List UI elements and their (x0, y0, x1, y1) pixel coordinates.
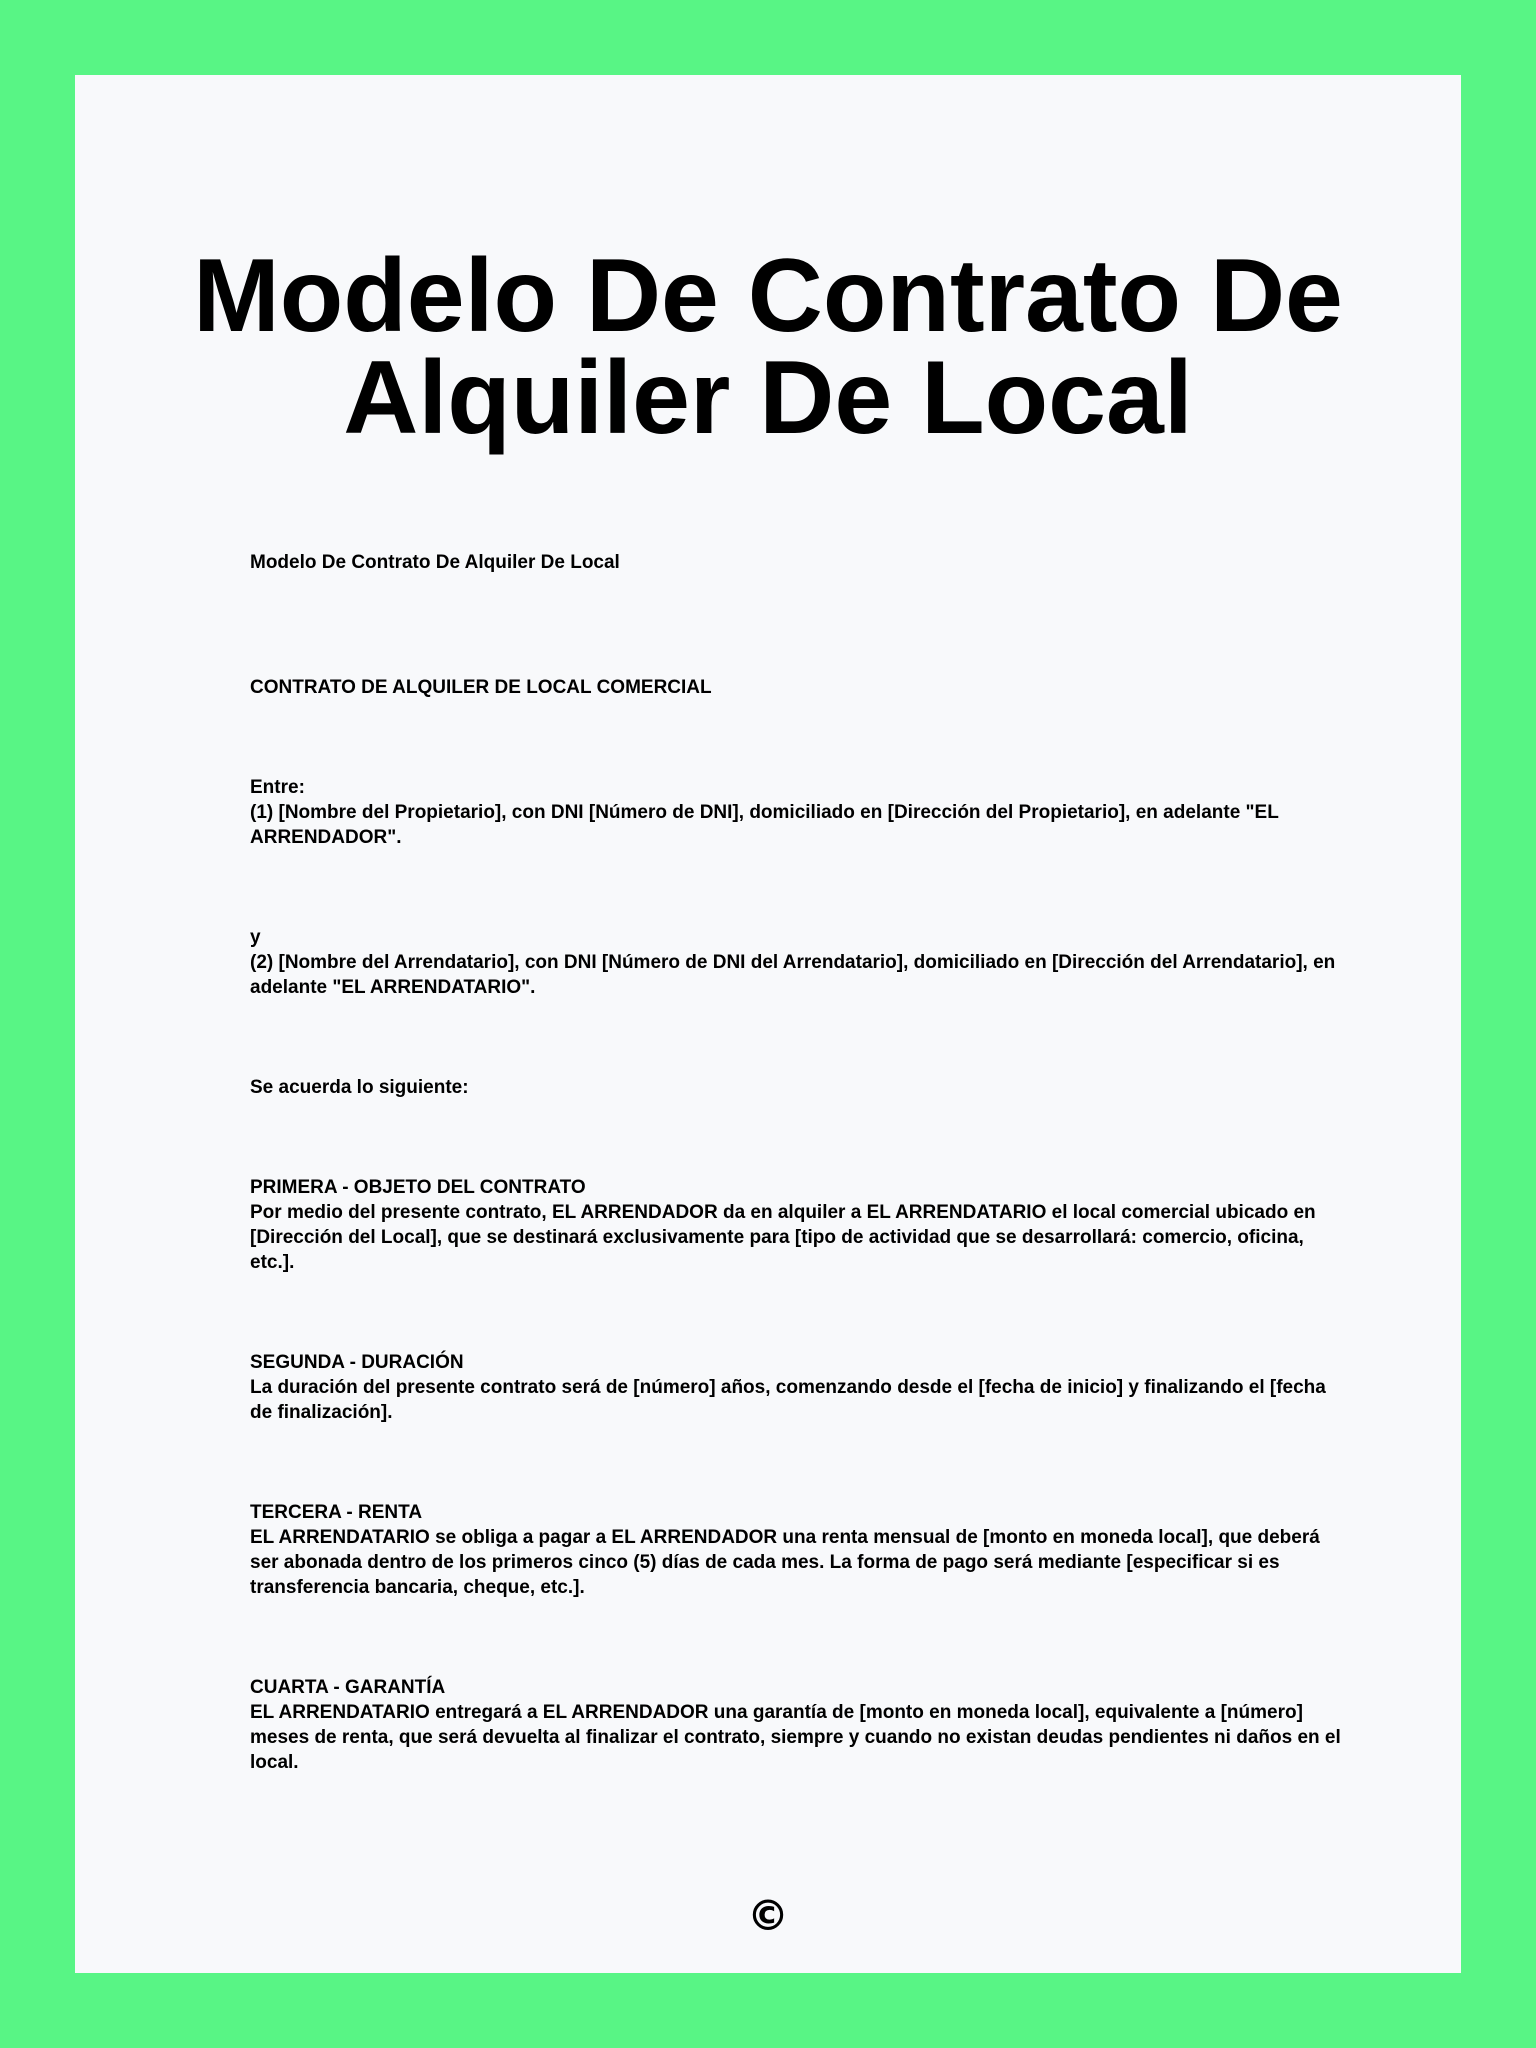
party-2-block (250, 925, 1350, 1000)
agreement-text: Se acuerda lo siguiente: (250, 1077, 469, 1098)
contract-heading: CONTRATO DE ALQUILER DE LOCAL COMERCIAL (250, 677, 712, 698)
document-page (75, 75, 1461, 1973)
document-title: Modelo De Contrato De Alquiler De Local (193, 238, 1343, 456)
clause-title: SEGUNDA - DURACIÓN (250, 1352, 464, 1373)
clause-title: PRIMERA - OBJETO DEL CONTRATO (250, 1177, 586, 1198)
clause-cuarta (250, 1675, 1350, 1775)
clause-segunda (250, 1350, 1350, 1425)
clause-primera (250, 1175, 1350, 1275)
contract-heading-block (250, 675, 1350, 700)
clause-text: Por medio del presente contrato, EL ARRENDADOR da en alquiler a EL ARRENDATARIO el local comercial ubicado en [Dirección del Local], que se destinará exclusivamente para [tipo de actividad que se desarrollará: comercio, oficina, etc.]. (250, 1202, 1316, 1273)
party-2-text: (2) [Nombre del Arrendatario], con DNI [Número de DNI del Arrendatario], domiciliado en [Dirección del Arrendatario], en adelante "EL ARRENDATARIO". (250, 952, 1336, 998)
clause-text: EL ARRENDATARIO entregará a EL ARRENDADOR una garantía de [monto en moneda local], equivalente a [número] meses de renta, que será devuelta al finalizar el contrato, siempre y cuando no existan deudas pendientes ni daños en el local. (250, 1702, 1341, 1773)
agreement-block (250, 1075, 1350, 1100)
parties-intro: Entre: (250, 777, 305, 798)
document-subtitle: Modelo De Contrato De Alquiler De Local (250, 552, 620, 573)
clause-text: La duración del presente contrato será de [número] años, comenzando desde el [fecha de inicio] y finalizando el [fecha de finalización]. (250, 1377, 1326, 1423)
clause-tercera (250, 1500, 1350, 1600)
party-1-text: (1) [Nombre del Propietario], con DNI [Número de DNI], domiciliado en [Dirección del Propietario], en adelante "EL ARRENDADOR". (250, 802, 1279, 848)
clause-text: EL ARRENDATARIO se obliga a pagar a EL ARRENDADOR una renta mensual de [monto en moneda local], que deberá ser abonada dentro de los primeros cinco (5) días de cada mes. La forma de pago será mediante [especificar si es transferencia bancaria, cheque, etc.]. (250, 1527, 1320, 1598)
parties-connector: y (250, 927, 261, 948)
document-subtitle-block (250, 550, 1350, 575)
clause-title: CUARTA - GARANTÍA (250, 1677, 446, 1698)
party-1-block (250, 775, 1350, 850)
copyright-icon: © (747, 1891, 789, 1940)
clause-title: TERCERA - RENTA (250, 1502, 423, 1523)
